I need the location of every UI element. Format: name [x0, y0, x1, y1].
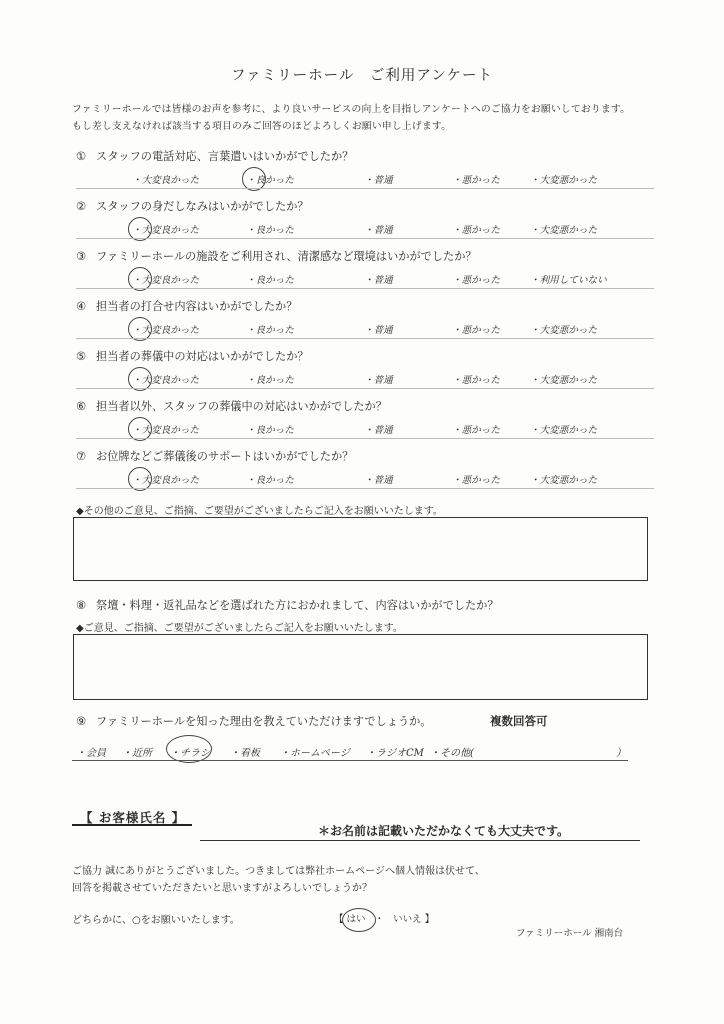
- comment-box[interactable]: [73, 517, 648, 581]
- page-title: ファミリーホール ご利用アンケート: [230, 68, 494, 84]
- question-9-number: ⑨: [76, 715, 87, 728]
- question-4: [76, 298, 297, 314]
- question-1-option[interactable]: ・普通: [364, 175, 393, 186]
- question-1-option[interactable]: ・大変悪かった: [530, 175, 598, 186]
- multiple-answer-note: 複数回答可: [490, 714, 548, 728]
- source-option[interactable]: ・チラシ: [170, 748, 210, 759]
- source-option[interactable]: ・会員: [76, 748, 106, 759]
- question-6: [76, 398, 387, 414]
- source-option[interactable]: ・ラジオCM: [366, 748, 424, 759]
- source-option[interactable]: ・ホームページ: [280, 748, 350, 759]
- question-6-option[interactable]: ・良かった: [246, 425, 294, 436]
- question-5-text: 担当者の葬儀中の対応はいかがでしたか？: [96, 350, 309, 363]
- question-5: [76, 348, 309, 364]
- question-4-number: ④: [76, 300, 87, 313]
- closing-line-1: ご協力 誠にありがとうございました。つきましては弊社ホームページへ個人情報は伏せて、: [72, 866, 485, 877]
- customer-name-heading: 【 お客様氏名 】: [80, 810, 186, 825]
- comment2-label: ◆ご意見、ご指摘、ご要望がございましたらご記入をお願いいたします。: [76, 623, 403, 634]
- comment-label: ◆その他のご意見、ご指摘、ご要望がございましたらご記入をお願いいたします。: [76, 506, 443, 517]
- comment2-box[interactable]: [73, 634, 648, 700]
- question-1-option[interactable]: ・悪かった: [452, 175, 500, 186]
- question-5-underline: [76, 388, 654, 389]
- source-option[interactable]: ・看板: [230, 748, 260, 759]
- question-8-number: ⑧: [76, 599, 87, 612]
- consent-close-bracket: 】: [424, 914, 435, 925]
- brand-name: ファミリーホール 湘南台: [516, 928, 624, 939]
- question-3: [76, 248, 477, 264]
- question-4-option[interactable]: ・普通: [364, 325, 393, 336]
- question-2-text: スタッフの身だしなみはいかがでしたか？: [96, 200, 309, 213]
- question-3-underline: [76, 288, 654, 289]
- question-6-text: 担当者以外、スタッフの葬儀中の対応はいかがでしたか？: [96, 400, 387, 413]
- question-3-option[interactable]: ・大変良かった: [132, 275, 200, 286]
- question-3-option[interactable]: ・悪かった: [452, 275, 500, 286]
- question-2-option[interactable]: ・普通: [364, 225, 393, 236]
- name-optional-note: ＊お名前は記載いただかなくても大丈夫です。: [318, 824, 570, 838]
- customer-name-heading-underline: [72, 824, 192, 826]
- question-4-text: 担当者の打合せ内容はいかがでしたか？: [96, 300, 298, 313]
- consent-separator: ・: [374, 914, 385, 925]
- question-8-text: 祭壇・料理・返礼品などを選ばれた方におかれまして、内容はいかがでしたか？: [96, 599, 499, 612]
- question-3-option[interactable]: ・普通: [364, 275, 393, 286]
- consent-yes-label: はい: [346, 914, 366, 925]
- question-7-option[interactable]: ・普通: [364, 475, 393, 486]
- question-2-number: ②: [76, 200, 87, 213]
- question-3-option[interactable]: ・利用していない: [530, 275, 607, 286]
- question-4-option[interactable]: ・大変良かった: [132, 325, 200, 336]
- question-9-text: ファミリーホールを知った理由を教えていただけますでしょうか。: [96, 715, 432, 728]
- question-1: [76, 148, 353, 164]
- question-8: [76, 597, 499, 613]
- question-4-underline: [76, 338, 654, 339]
- question-7-number: ⑦: [76, 450, 87, 463]
- question-3-option[interactable]: ・良かった: [246, 275, 294, 286]
- consent-yes[interactable]: [347, 914, 366, 925]
- question-2-underline: [76, 238, 654, 239]
- question-7-text: お位牌などご葬儀後のサポートはいかがでしたか？: [96, 450, 354, 463]
- intro-line-2: もし差し支えなければ該当する項目のみご回答のほどよろしくお願い申し上げます。: [72, 121, 452, 132]
- consent-choice: [334, 911, 434, 925]
- question-5-option[interactable]: ・大変良かった: [132, 375, 200, 386]
- source-option[interactable]: ・近所: [122, 748, 152, 759]
- question-6-option[interactable]: ・大変悪かった: [530, 425, 598, 436]
- question-9: [76, 713, 432, 729]
- question-3-text: ファミリーホールの施設をご利用され、清潔感など環境はいかがでしたか？: [96, 250, 477, 263]
- question-1-underline: [76, 188, 654, 189]
- customer-name-field[interactable]: [200, 840, 640, 841]
- question-4-option[interactable]: ・良かった: [246, 325, 294, 336]
- question-7-option[interactable]: ・悪かった: [452, 475, 500, 486]
- question-1-number: ①: [76, 150, 87, 163]
- question-7: [76, 448, 353, 464]
- question-2-option[interactable]: ・良かった: [246, 225, 294, 236]
- source-underline: [72, 760, 628, 761]
- question-2-option[interactable]: ・大変悪かった: [530, 225, 598, 236]
- question-5-option[interactable]: ・良かった: [246, 375, 294, 386]
- question-1-option[interactable]: ・大変良かった: [132, 175, 200, 186]
- question-7-underline: [76, 488, 654, 489]
- question-6-option[interactable]: ・普通: [364, 425, 393, 436]
- question-5-number: ⑤: [76, 350, 87, 363]
- closing-line-3: どちらかに、○をお願いいたします。: [72, 915, 240, 926]
- closing-line-2: 回答を掲載させていただきたいと思いますがよろしいでしょうか？: [72, 883, 372, 894]
- intro-line-1: ファミリーホールでは皆様のお声を参考に、より良いサービスの向上を目指しアンケートへのご協力をお願いしております。: [72, 104, 631, 115]
- consent-no[interactable]: いいえ: [393, 914, 422, 925]
- question-7-option[interactable]: ・大変良かった: [132, 475, 200, 486]
- question-3-number: ③: [76, 250, 87, 263]
- question-5-option[interactable]: ・悪かった: [452, 375, 500, 386]
- question-5-option[interactable]: ・大変悪かった: [530, 375, 598, 386]
- question-7-option[interactable]: ・大変悪かった: [530, 475, 598, 486]
- question-6-number: ⑥: [76, 400, 87, 413]
- question-2: [76, 198, 309, 214]
- question-6-underline: [76, 438, 654, 439]
- source-option[interactable]: ）: [616, 748, 626, 759]
- question-6-option[interactable]: ・大変良かった: [132, 425, 200, 436]
- consent-open-bracket: 【: [334, 914, 344, 925]
- question-6-option[interactable]: ・悪かった: [452, 425, 500, 436]
- question-5-option[interactable]: ・普通: [364, 375, 393, 386]
- question-1-option[interactable]: ・良かった: [246, 175, 294, 186]
- question-2-option[interactable]: ・大変良かった: [132, 225, 200, 236]
- question-4-option[interactable]: ・大変悪かった: [530, 325, 598, 336]
- question-7-option[interactable]: ・良かった: [246, 475, 294, 486]
- question-2-option[interactable]: ・悪かった: [452, 225, 500, 236]
- question-1-text: スタッフの電話対応、言葉遣いはいかがでしたか？: [96, 150, 354, 163]
- source-option[interactable]: ・その他(: [430, 748, 474, 759]
- question-4-option[interactable]: ・悪かった: [452, 325, 500, 336]
